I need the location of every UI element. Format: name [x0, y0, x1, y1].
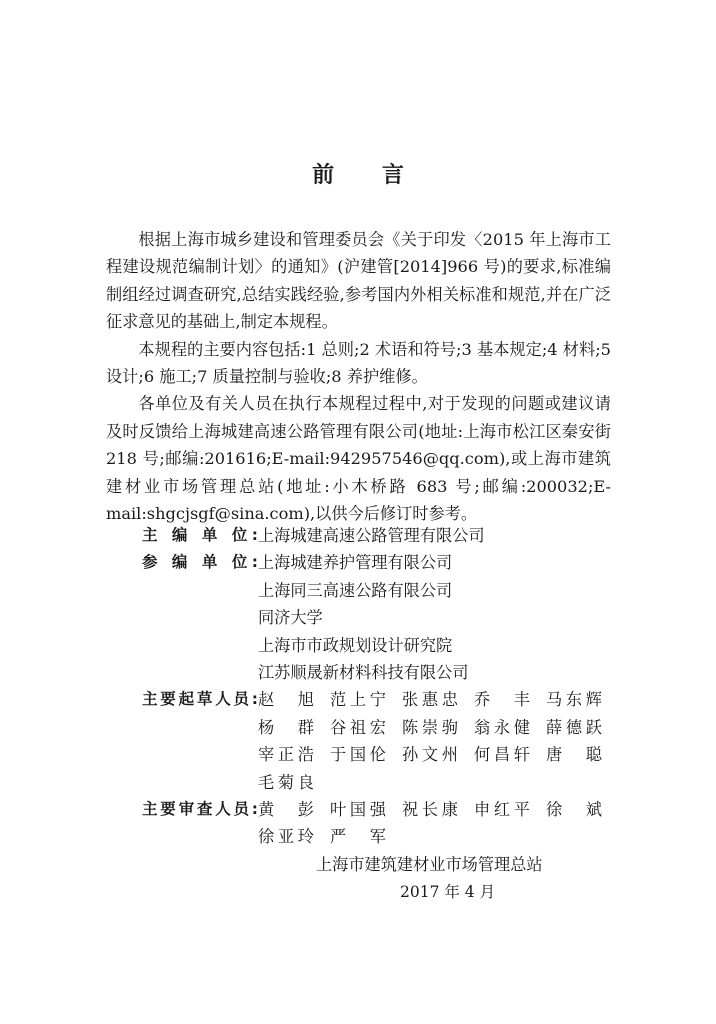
drafter-name: 宰正浩	[258, 745, 314, 765]
drafters-row	[142, 686, 612, 796]
participating-unit: 同济大学	[258, 608, 323, 628]
preface-paragraph-contents: 本规程的主要内容包括:1 总则;2 术语和符号;3 基本规定;4 材料;5 设计;6 施工;7 质量控制与验收;8 养护维修。	[106, 339, 611, 387]
drafter-name: 杨 群	[258, 717, 314, 737]
drafters-label: 主要起草人员:	[142, 690, 258, 709]
reviewer-name: 叶国强	[330, 800, 386, 820]
drafter-name: 毛菊良	[258, 772, 314, 792]
participating-units-row	[142, 549, 612, 686]
chief-unit-row	[142, 522, 612, 549]
drafter-name: 马东辉	[546, 690, 602, 710]
preface-paragraph-basis: 根据上海市城乡建设和管理委员会《关于印发〈2015 年上海市工程建设规范编制计划〉的通知》(沪建管[2014]966 号)的要求,标准编制组经过调查研究,总结实践经验,参考国内外相关标准和规范,并在广泛征求意见的基础上,制定本规程。	[106, 230, 611, 332]
drafter-name: 唐 聪	[546, 745, 602, 765]
participating-unit: 上海城建养护管理有限公司	[258, 553, 453, 573]
drafter-name: 张惠忠	[402, 690, 458, 710]
reviewer-name: 徐 斌	[546, 800, 602, 820]
drafter-name: 赵 旭	[258, 690, 314, 710]
drafter-name: 何昌轩	[474, 745, 530, 765]
participating-unit: 江苏顺晟新材料科技有限公司	[258, 663, 469, 683]
drafter-name: 孙文州	[402, 745, 458, 765]
reviewer-name: 严 军	[330, 827, 386, 847]
participating-unit: 上海市市政规划设计研究院	[258, 635, 453, 655]
drafter-name: 范上宁	[330, 690, 386, 710]
units-section	[142, 522, 612, 851]
page-title: 前 言	[312, 163, 424, 188]
signature-date: 2017 年 4 月	[400, 883, 496, 901]
drafters-list	[258, 686, 618, 796]
participating-unit: 上海同三高速公路有限公司	[258, 580, 453, 600]
reviewer-name: 徐亚玲	[258, 827, 314, 847]
signature-organization: 上海市建筑建材业市场管理总站	[316, 855, 543, 874]
reviewers-label: 主要审查人员:	[142, 800, 258, 819]
drafter-name: 于国伦	[330, 745, 386, 765]
drafter-name: 薛德跃	[546, 717, 602, 737]
reviewers-row	[142, 796, 612, 851]
chief-unit-value: 上海城建高速公路管理有限公司	[258, 526, 485, 545]
reviewers-list	[258, 796, 618, 851]
preface-paragraph-feedback: 各单位及有关人员在执行本规程过程中,对于发现的问题或建议请及时反馈给上海城建高速公路管理有限公司(地址:上海市松江区秦安街 218 号;邮编:201616;E-mail:942957546@qq.com),或上海市建筑建材业市场管理总站(地址:小木桥路 683 号;邮编:200032;E-mail:shgcjsgf@sina.com),以供今后修订时参考。	[106, 394, 611, 524]
preface-body	[106, 226, 611, 527]
drafter-name: 翁永健	[474, 717, 530, 737]
drafter-name: 谷祖宏	[330, 717, 386, 737]
reviewer-name: 申红平	[474, 800, 530, 820]
chief-unit-label: 主 编 单 位:	[142, 526, 258, 544]
reviewer-name: 黄 彭	[258, 800, 314, 820]
reviewer-name: 祝长康	[402, 800, 458, 820]
participating-units-label: 参 编 单 位:	[142, 553, 258, 572]
drafter-name: 乔 丰	[474, 690, 530, 710]
drafter-name: 陈崇驹	[402, 717, 458, 737]
